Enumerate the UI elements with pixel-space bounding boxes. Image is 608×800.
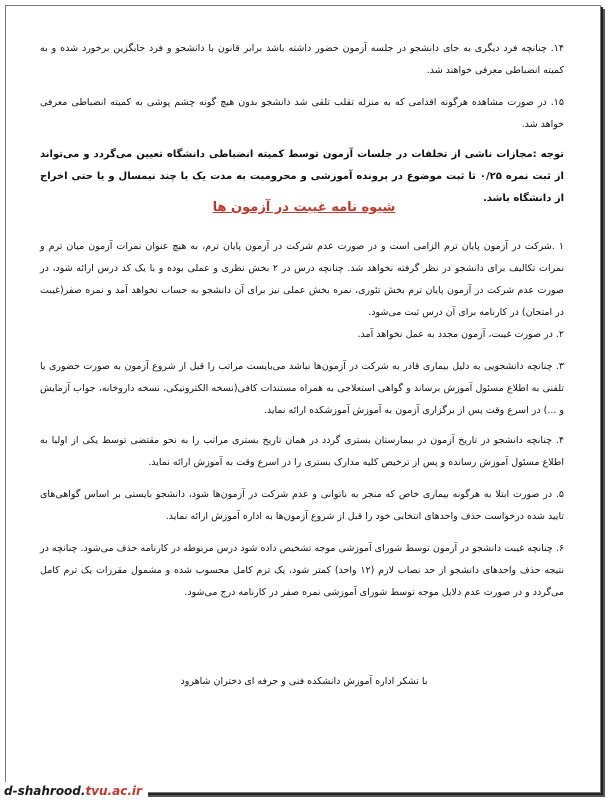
paragraph-item-14: ۱۴. چنانچه فرد دیگری به جای دانشجو در جلسه آزمون حضور داشته باشد برابر قانون با دانشجو و فرد جایگزین برخورد شده و به کمیته انضباطی معرفی خواهند شد. bbox=[40, 43, 564, 76]
site-watermark bbox=[0, 782, 148, 800]
absence-rule-1: ۱ .شرکت در آزمون پایان ترم الزامی است و در صورت عدم شرکت در آزمون پایان ترم، به هیچ عنوان نمرات آزمون میان ترم و نمرات تکالیف برای دانشجو در نظر گرفته نخواهد شد. چنانچه درس در ۲ بخش نظری و عملی بوده و با یک کد درس ارائه شود، در صورت عدم شرکت در آزمون پایان ترم بخش تئوری، نمره بخش عملی نیز برای آن دانشجو به حساب نخواهد آمد و نمره صفر(غیبت در امتحان) در کارنامه برای آن درس ثبت می‌شود. bbox=[40, 241, 564, 318]
absence-rule-6: ۶. چنانچه غیبت دانشجو در آزمون توسط شورای آموزشی موجه تشخیص داده شود درس مربوطه در کارنامه حذف می‌شود. چنانچه در نتیجه حذف واحدهای دانشجو از حد نصاب لازم (۱۲ واحد) کمتر شود، یک ترم کامل محسوب شده و مشمول مقررات یک ترم کامل می‌گردد و در صورت عدم دلایل موجه توسط شورای آموزشی نمره صفر در کارنامه درج می‌شود. bbox=[40, 543, 564, 598]
absence-rule-2: ۲. در صورت غیبت، آزمون مجدد به عمل نخواهد آمد. bbox=[357, 329, 564, 340]
absence-rule-3: ۳. چنانچه دانشجویی به دلیل بیماری قادر به شرکت در آزمون‌ها نباشد می‌بایست مراتب را قبل از شروع آزمون به صورت حضوری یا تلفنی به اطلاع مسئول آموزش برساند و گواهی استعلاجی به همراه مستندات کافی(نسخه الکترونیکی، نسخه داروخانه، جواب آزمایش و ...) در اسرع وقت پس از برگزاری آزمون به آموزش آموزشکده ارائه نماید. bbox=[40, 361, 564, 416]
absence-rule-5: ۵. در صورت ابتلا به هرگونه بیماری خاص که منجر به ناتوانی و عدم شرکت در آزمون‌ها شود، دانشجو بایستی بر اساس گواهی‌های تایید شده درخواست حذف واحدهای انتخابی خود را قبل از شروع آزمون‌ها به اداره آموزش ارائه نماید. bbox=[40, 489, 564, 522]
penalty-note: توجه :مجازات ناشی از تخلفات در جلسات آزمون توسط کمیته انضباطی دانشگاه تعیین می‌گردد و می‌تواند از ثبت نمره ۰/۲۵ تا ثبت موضوع در پرونده آموزشی و محرومیت به مدت یک یا چند نیمسال و یا حتی اخراج از دانشگاه باشد. bbox=[40, 149, 564, 204]
absence-rules-heading: شیوه نامه غیبت در آزمون ها bbox=[212, 200, 396, 215]
signoff-text: با تشکر اداره آموزش دانشکده فنی و حرفه ای دختران شاهرود bbox=[180, 676, 428, 687]
watermark-domain: d-shahrood. bbox=[4, 784, 86, 798]
watermark-accent: tvu.ac.ir bbox=[85, 784, 142, 798]
absence-rule-4: ۴. چنانچه دانشجو در تاریخ آزمون در بیمارستان بستری گردد در همان تاریخ بستری مراتب را به نحو مقتضی توسط یکی از اولیا به اطلاع مسئول آموزش رسانده و پس از ترخیص کلیه مدارک بستری را در اسرع وقت به آموزش ارائه نماید. bbox=[40, 435, 564, 468]
paragraph-item-15: ۱۵. در صورت مشاهده هرگونه اقدامی که به منزله تقلب تلقی شد دانشجو بدون هیچ گونه چشم پوشی به کمیته انضباطی معرفی خواهد شد. bbox=[40, 97, 564, 130]
